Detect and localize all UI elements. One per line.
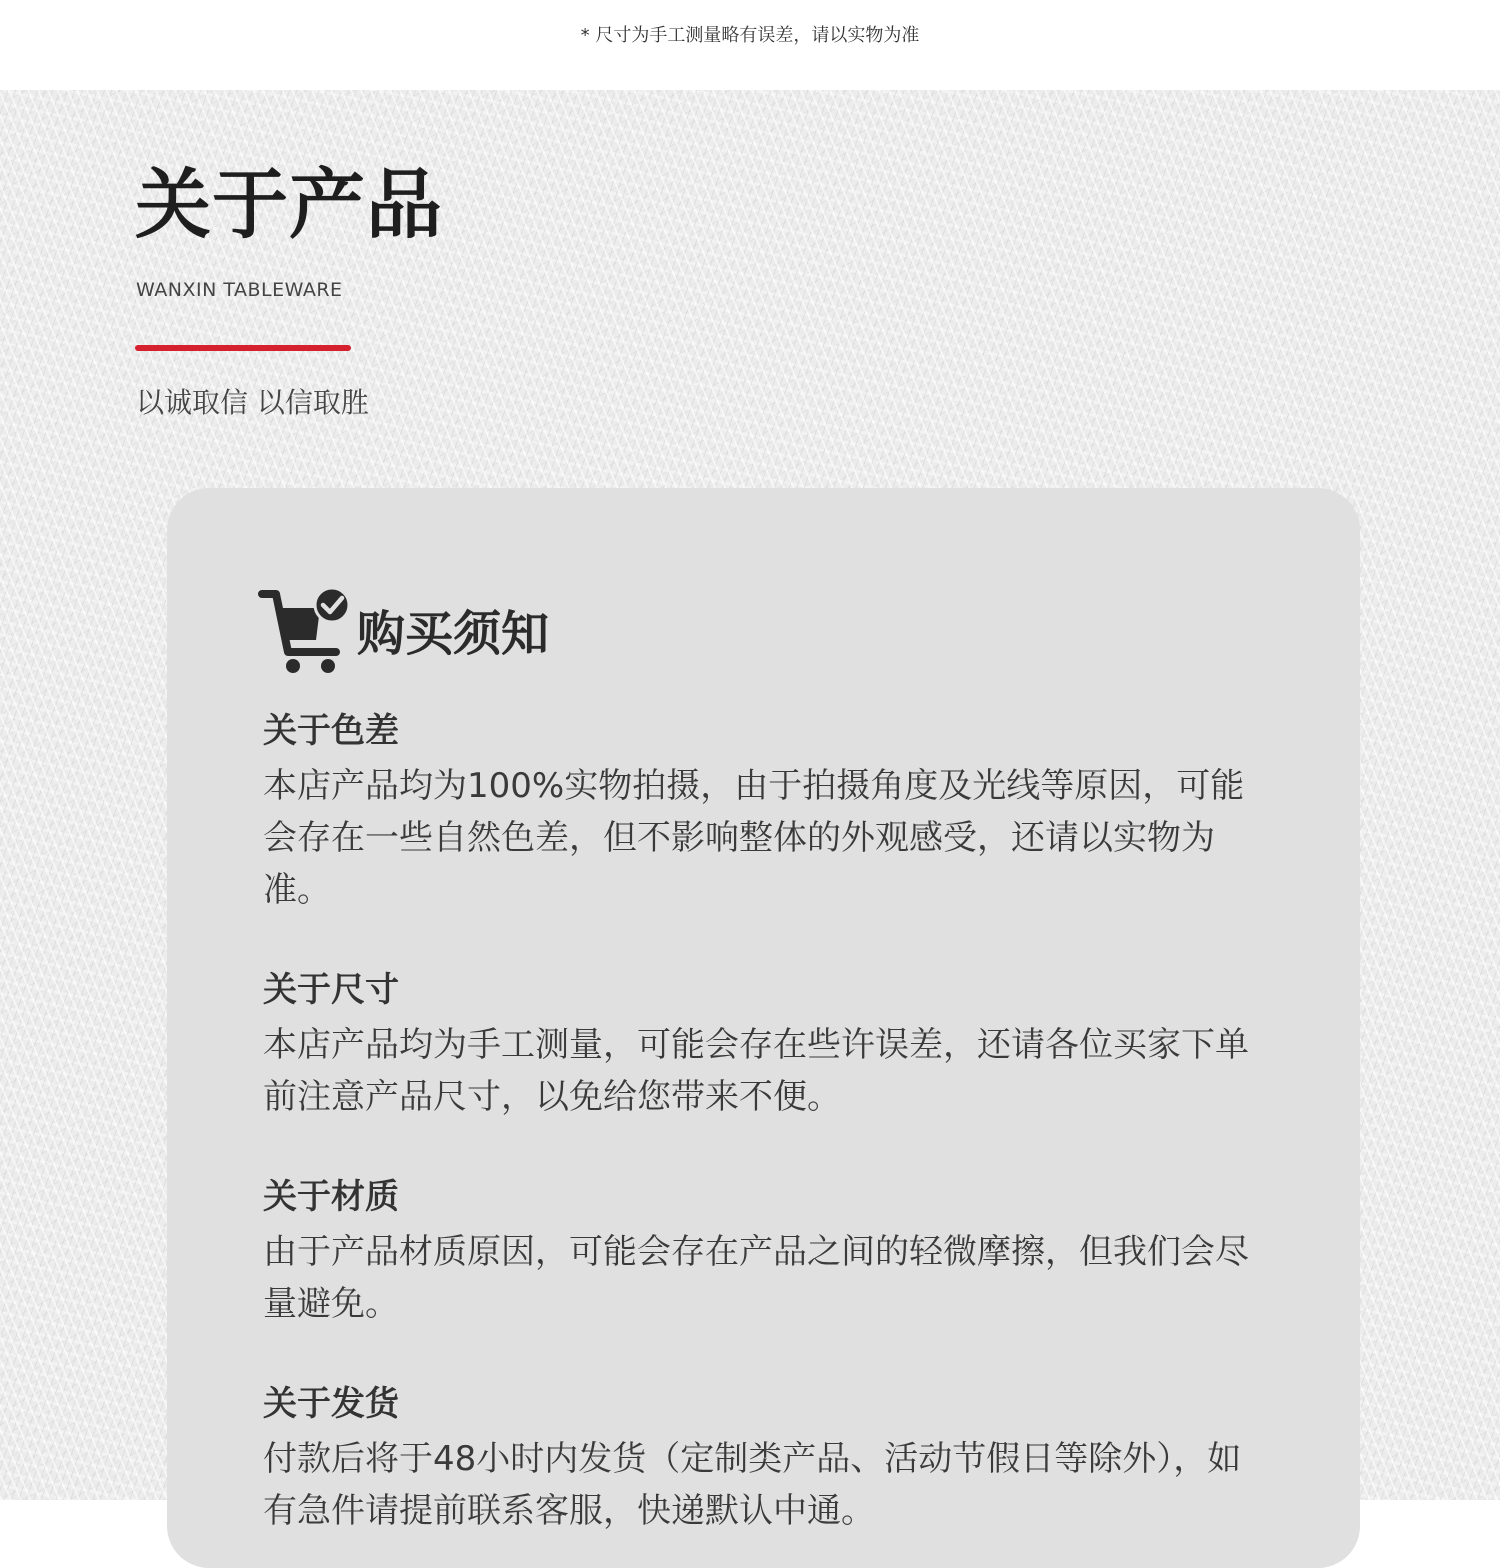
section-heading: 关于材质 bbox=[263, 1177, 399, 1217]
section-heading: 关于色差 bbox=[263, 711, 399, 751]
purchase-notice-card bbox=[167, 488, 1360, 1568]
section-body: 由于产品材质原因，可能会存在产品之间的轻微摩擦，但我们会尽量避免。 bbox=[263, 1232, 1249, 1324]
shopping-cart-check-icon bbox=[260, 586, 352, 678]
material-section bbox=[263, 1174, 1273, 1330]
brand-slogan: 以诚取信 以信取胜 bbox=[136, 386, 369, 419]
color-difference-section bbox=[263, 708, 1273, 916]
textured-background bbox=[0, 90, 1500, 1531]
notice-title: 购买须知 bbox=[357, 606, 550, 662]
shipping-section bbox=[263, 1381, 1273, 1537]
section-heading: 关于发货 bbox=[263, 1384, 399, 1424]
accent-divider bbox=[135, 345, 351, 351]
size-disclaimer-note: * 尺寸为手工测量略有误差，请以实物为准 bbox=[0, 0, 1500, 90]
section-body: 本店产品均为手工测量，可能会存在些许误差，还请各位买家下单前注意产品尺寸，以免给您带来不便。 bbox=[263, 1025, 1249, 1117]
section-heading: 关于尺寸 bbox=[263, 970, 399, 1010]
section-body: 付款后将于48小时内发货（定制类产品、活动节假日等除外），如有急件请提前联系客服，快递默认中通。 bbox=[263, 1439, 1242, 1531]
brand-subtitle: WANXIN TABLEWARE bbox=[136, 279, 343, 301]
page-title: 关于产品 bbox=[135, 160, 443, 249]
size-section bbox=[263, 967, 1273, 1123]
section-body: 本店产品均为100%实物拍摄，由于拍摄角度及光线等原因，可能会存在一些自然色差，但不影响整体的外观感受，还请以实物为准。 bbox=[263, 766, 1245, 910]
